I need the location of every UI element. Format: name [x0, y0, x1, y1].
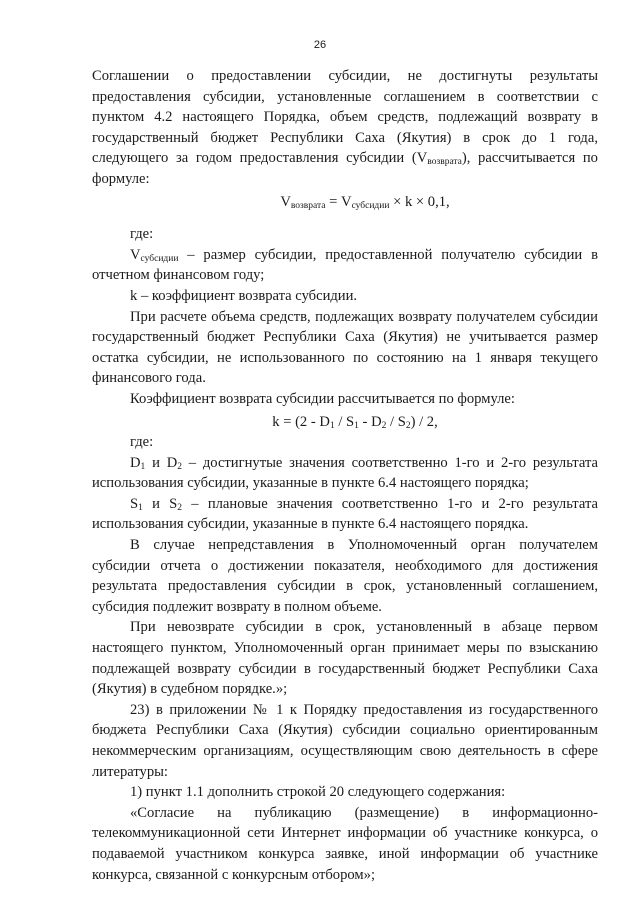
paragraph-non-return: При невозврате субсидии в срок, установленный в абзаце первом настоящего пунктом, Уполномоченный орган принимает меры по взысканию подлежащей возврату субсидии в государственный бюджет Республики Саха (Якутия) в судебном порядке.»; [92, 619, 598, 698]
paragraph-non-submission: В случае непредставления в Уполномоченный орган получателем субсидии отчета о достижении показателя, необходимого для достижения результата предоставления субсидии в срок, установленный соглашением, субсидия подлежит возврату в полном объеме. [92, 537, 598, 615]
definition-k: k – коэффициент возврата субсидии. [130, 287, 358, 304]
paragraph-return-volume [92, 66, 598, 190]
definition-s: $S_1$ и $S_2$ – плановые значения соответственно 1-го и 2-го результата использования субсидии, указанные в пункте 6.4 настоящего порядка. [92, 495, 598, 533]
page-number: 26 [313, 39, 327, 51]
text-line: пунктом 4.2 настоящего Порядка, объем средств, подлежащий возврату в [92, 109, 598, 126]
text-line: следующего за годом предоставления субсидии $(V_{возврата})$, рассчитывается по [92, 150, 598, 168]
text-line: Соглашении о предоставлении субсидии, не достигнуты результаты [92, 68, 598, 84]
formula-coefficient: $k = (2 - D_1 / S_1 - D_2 / S_2) / 2$, [272, 413, 438, 431]
paragraph-consent: «Согласие на публикацию (размещение) в информационно-телекоммуникационной сети Интернет информации об участнике конкурса, о подаваемой участником конкурса заявке, иной информации об участнике конкурса, связанной с конкурсным отбором»; [92, 804, 598, 883]
text-line: формуле: [92, 170, 150, 187]
where-label: где: [130, 434, 154, 451]
paragraph-item-1: 1) пункт 1.1 дополнить строкой 20 следующего содержания: [130, 784, 506, 801]
formula-return-volume: $V_{возврата} = V_{субсидии} \times k \times 0,1$, [280, 193, 450, 211]
definition-v-subsidy: $V_{субсидии}$ – размер субсидии, предоставленной получателю субсидии в отчетном финансовом году; [92, 246, 598, 284]
text-line: предоставления субсидии, установленные соглашением в соответствии с [92, 88, 598, 105]
definition-d: $D_1$ и $D_2$ – достигнутые значения соответственно 1-го и 2-го результата использования субсидии, указанные в пункте 6.4 настоящего порядка; [92, 454, 598, 492]
document-body [92, 66, 598, 885]
paragraph-appendix-1: 23) в приложении № 1 к Порядку предоставления из государственного бюджета Республики Саха (Якутия) субсидии социально ориентированным некоммерческим организациям, осуществляющим свою деятельность в сфере литературы: [92, 701, 598, 780]
paragraph-coefficient: Коэффициент возврата субсидии рассчитывается по формуле: [130, 390, 515, 407]
text-line: государственный бюджет Республики Саха (Якутия) в срок до 1 года, [92, 129, 598, 146]
paragraph-remainder: При расчете объема средств, подлежащих возврату получателем субсидии государственный бюджет Республики Саха (Якутия) не учитывается размер остатка субсидии, не использованного по состоянию на 1 января текущего финансового года. [92, 308, 598, 387]
where-label: где: [130, 226, 154, 243]
